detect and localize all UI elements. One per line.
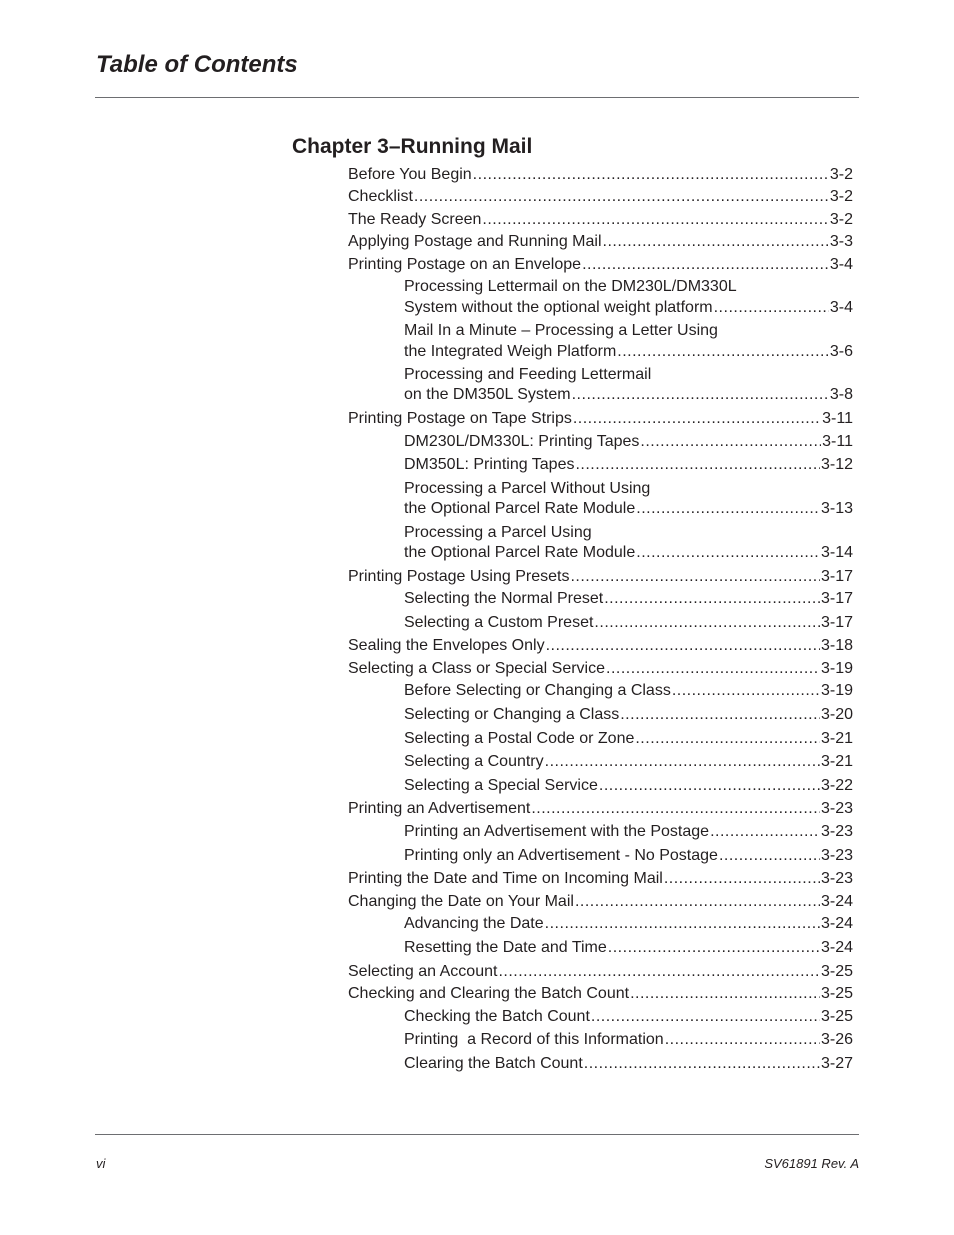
toc-entry[interactable] — [404, 937, 853, 958]
toc-entry-page: 3-19 — [820, 660, 853, 677]
dot-leader — [617, 341, 829, 362]
toc-entry-label: Printing a Record of this Information — [404, 1031, 664, 1048]
dot-leader — [591, 1006, 820, 1027]
toc-entry[interactable] — [404, 341, 853, 362]
toc-entry-page: 3-24 — [820, 893, 853, 910]
dot-leader — [664, 868, 820, 889]
toc-entry-label: Checking and Clearing the Batch Count — [348, 985, 630, 1002]
dot-leader — [573, 408, 821, 429]
toc-entry-page: 3-13 — [820, 500, 853, 517]
toc-entry-label: Applying Postage and Running Mail — [348, 233, 602, 250]
toc-entry[interactable] — [404, 680, 853, 701]
toc-entry[interactable] — [404, 454, 853, 475]
toc-entry-page: 3-2 — [829, 188, 853, 205]
toc-entry[interactable] — [404, 588, 853, 609]
header-divider — [95, 97, 859, 98]
dot-leader — [636, 498, 820, 519]
toc-entry-label: Selecting the Normal Preset — [404, 590, 604, 607]
dot-leader — [636, 542, 820, 563]
toc-entry-label: Printing only an Advertisement - No Postage — [404, 847, 718, 864]
toc-entry-page: 3-2 — [829, 166, 853, 183]
toc-entry-label: Before You Begin — [348, 166, 472, 183]
toc-entry[interactable] — [348, 231, 853, 252]
footer-doc-id: SV61891 Rev. A — [764, 1156, 859, 1171]
toc-entry-page: 3-4 — [829, 299, 853, 316]
toc-entry-page: 3-21 — [820, 753, 853, 770]
toc-entry[interactable] — [404, 297, 853, 318]
dot-leader — [582, 254, 829, 275]
toc-entry[interactable] — [348, 186, 853, 207]
footer-divider — [95, 1134, 859, 1135]
dot-leader — [572, 384, 829, 405]
toc-entry-page: 3-8 — [829, 386, 853, 403]
dot-leader — [575, 891, 820, 912]
dot-leader — [630, 983, 820, 1004]
toc-entry-label-line1: Processing a Parcel Using — [404, 524, 592, 541]
toc-entry[interactable] — [348, 798, 853, 819]
toc-entry-page: 3-25 — [820, 1008, 853, 1025]
dot-leader — [546, 635, 820, 656]
dot-leader — [620, 704, 820, 725]
toc-entry[interactable] — [348, 961, 853, 982]
toc-entry[interactable] — [348, 254, 853, 275]
toc-entry-label: Printing an Advertisement — [348, 800, 531, 817]
toc-entry-page: 3-17 — [820, 614, 853, 631]
dot-leader — [570, 566, 820, 587]
toc-entry-label: on the DM350L System — [404, 386, 571, 403]
toc-entry-label: Checklist — [348, 188, 413, 205]
toc-entry-page: 3-17 — [820, 590, 853, 607]
toc-entry[interactable] — [404, 913, 853, 934]
dot-leader — [414, 186, 829, 207]
toc-entry-label: Advancing the Date — [404, 915, 544, 932]
toc-entry-label: the Optional Parcel Rate Module — [404, 544, 636, 561]
toc-entry-label: Selecting a Special Service — [404, 777, 598, 794]
toc-entry-label-line1: Mail In a Minute – Processing a Letter Using — [404, 322, 718, 339]
dot-leader — [498, 961, 820, 982]
toc-entry[interactable] — [348, 566, 853, 587]
footer-page-number: vi — [96, 1156, 106, 1171]
toc-entry-page: 3-11 — [822, 433, 853, 450]
chapter-title: Chapter 3–Running Mail — [292, 135, 533, 158]
dot-leader — [635, 728, 820, 749]
dot-leader — [575, 454, 820, 475]
toc-entry[interactable] — [348, 164, 853, 185]
toc-entry[interactable] — [404, 542, 853, 563]
toc-entry[interactable] — [348, 408, 853, 429]
toc-entry[interactable] — [404, 775, 853, 796]
toc-entry[interactable] — [348, 635, 853, 656]
toc-entry-label: DM230L/DM330L: Printing Tapes — [404, 433, 640, 450]
toc-entry-page: 3-4 — [829, 256, 853, 273]
toc-entry[interactable] — [404, 728, 853, 749]
dot-leader — [608, 937, 820, 958]
toc-entry-label: Checking the Batch Count — [404, 1008, 590, 1025]
toc-entry[interactable] — [404, 845, 853, 866]
toc-entry-page: 3-23 — [820, 847, 853, 864]
toc-entry[interactable] — [348, 983, 853, 1004]
toc-entry-label: Selecting or Changing a Class — [404, 706, 620, 723]
toc-entry-page: 3-27 — [820, 1055, 853, 1072]
toc-entry-label: Printing Postage Using Presets — [348, 568, 570, 585]
dot-leader — [473, 164, 829, 185]
toc-entry-label: Selecting an Account — [348, 963, 498, 980]
toc-entry-page: 3-23 — [820, 823, 853, 840]
toc-entry-label: the Integrated Weigh Platform — [404, 343, 617, 360]
toc-entry-label: System without the optional weight platform — [404, 299, 713, 316]
toc-entry-label: Before Selecting or Changing a Class — [404, 682, 671, 699]
dot-leader — [606, 658, 820, 679]
dot-leader — [531, 798, 820, 819]
toc-entry[interactable] — [348, 209, 853, 230]
toc-entry[interactable] — [404, 751, 853, 772]
dot-leader — [603, 231, 829, 252]
dot-leader — [594, 612, 820, 633]
toc-entry-page: 3-22 — [820, 777, 853, 794]
dot-leader — [482, 209, 828, 230]
toc-entry-page: 3-26 — [820, 1031, 853, 1048]
toc-entry[interactable] — [404, 704, 853, 725]
toc-entry-page: 3-12 — [820, 456, 853, 473]
toc-entry-page: 3-3 — [829, 233, 853, 250]
toc-entry-page: 3-19 — [820, 682, 853, 699]
toc-entry[interactable] — [404, 1053, 853, 1074]
toc-entry-label: Selecting a Custom Preset — [404, 614, 594, 631]
dot-leader — [584, 1053, 820, 1074]
toc-entry-page: 3-11 — [822, 410, 853, 427]
toc-entry-label: Printing an Advertisement with the Postage — [404, 823, 710, 840]
toc-entry-label: Printing Postage on Tape Strips — [348, 410, 572, 427]
toc-entry[interactable] — [348, 658, 853, 679]
toc-entry-label: Clearing the Batch Count — [404, 1055, 583, 1072]
toc-entry-page: 3-6 — [829, 343, 853, 360]
toc-entry-page: 3-23 — [820, 870, 853, 887]
toc-entry[interactable] — [404, 498, 853, 519]
toc-entry-page: 3-25 — [820, 963, 853, 980]
dot-leader — [719, 845, 820, 866]
toc-entry-label: Printing Postage on an Envelope — [348, 256, 582, 273]
toc-entry-page: 3-20 — [820, 706, 853, 723]
toc-entry-label: Selecting a Postal Code or Zone — [404, 730, 635, 747]
toc-entry[interactable] — [348, 891, 853, 912]
dot-leader — [545, 913, 820, 934]
dot-leader — [545, 751, 820, 772]
toc-entry-label: Printing the Date and Time on Incoming Mail — [348, 870, 663, 887]
toc-entry-page: 3-14 — [820, 544, 853, 561]
toc-entry[interactable] — [348, 868, 853, 889]
toc-entry-label: DM350L: Printing Tapes — [404, 456, 575, 473]
toc-entry[interactable] — [404, 384, 853, 405]
dot-leader — [714, 297, 829, 318]
toc-entry-label: Sealing the Envelopes Only — [348, 637, 545, 654]
toc-entry-page: 3-21 — [820, 730, 853, 747]
dot-leader — [672, 680, 820, 701]
dot-leader — [604, 588, 820, 609]
toc-entry-label: Selecting a Class or Special Service — [348, 660, 606, 677]
toc-entry-label: the Optional Parcel Rate Module — [404, 500, 636, 517]
toc-entry[interactable] — [404, 1029, 853, 1050]
toc-entry-page: 3-2 — [829, 211, 853, 228]
toc-entry-page: 3-18 — [820, 637, 853, 654]
toc-entry[interactable] — [404, 821, 853, 842]
dot-leader — [640, 431, 821, 452]
toc-entry[interactable] — [404, 1006, 853, 1027]
toc-entry-page: 3-24 — [820, 915, 853, 932]
toc-entry-label: Selecting a Country — [404, 753, 544, 770]
toc-entry-page: 3-25 — [820, 985, 853, 1002]
toc-entry-page: 3-24 — [820, 939, 853, 956]
dot-leader — [665, 1029, 820, 1050]
toc-entry[interactable] — [404, 431, 853, 452]
toc-entry-label: Resetting the Date and Time — [404, 939, 607, 956]
toc-entry-label-line1: Processing and Feeding Lettermail — [404, 366, 652, 383]
toc-entry-label: Changing the Date on Your Mail — [348, 893, 574, 910]
toc-entry-label-line1: Processing a Parcel Without Using — [404, 480, 651, 497]
toc-entry-label: The Ready Screen — [348, 211, 482, 228]
dot-leader — [599, 775, 820, 796]
toc-entry-page: 3-17 — [820, 568, 853, 585]
toc-entry-label-line1: Processing Lettermail on the DM230L/DM330L — [404, 278, 737, 295]
page-header-title: Table of Contents — [96, 51, 298, 78]
toc-entry-page: 3-23 — [820, 800, 853, 817]
toc-entry[interactable] — [404, 612, 853, 633]
dot-leader — [710, 821, 820, 842]
